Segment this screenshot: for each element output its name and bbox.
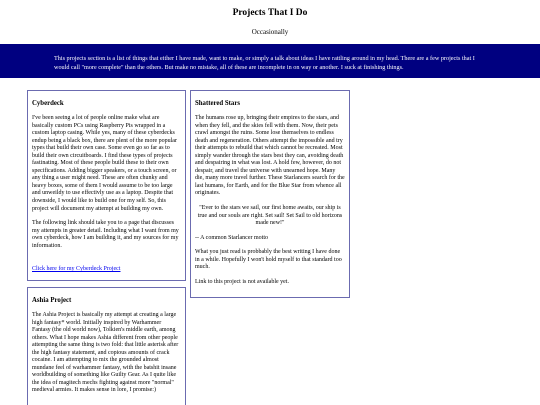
card-title: Ashia Project: [32, 297, 72, 304]
card-quote: "Ever to the stars we sail, our first home awaits, our ship is true and our souls are right. Set sail! Set Sail to old horizons made new!": [197, 205, 343, 227]
card-paragraph: The following link should take you to a page that discusses my attempts in greater detail. Including what I want from my own cyberdeck, how I am building it, and my sources for my information.: [32, 220, 179, 249]
card-paragraph: Link to this project is not available yet.: [195, 278, 289, 285]
card-title: Cyberdeck: [32, 100, 64, 107]
card-paragraph: What you just read is probbably the best writing I have done in a while. Hopefully I won't hold myself to that standard too much.: [195, 249, 342, 271]
intro-text: This projects section is a list of things that either I have made, want to make, or simply a talk about ideas I have rattling around in my head. There are a few projects that I would call "more complete" than the others. But make no mistake, all of these are incomplete in on way or another. I suck at finishing things.: [54, 55, 475, 71]
project-card-ashia: [27, 287, 186, 405]
cyberdeck-project-link[interactable]: Click here for my Cyberdeck Project: [32, 266, 121, 273]
card-paragraph: I've been seeing a lot of people online make what are basically custom PCs using Raspberry Pis wrapped in a custom laptop casing. While yes, many of these cyberdecks endup being a black box, there are plent of the more popular types that build their own case. Some even go so far as to build their own circuitboards. I find these types of projects fastinating. Most of these people build these to their own specifications. Adding bigger speakers, or a touch screen, or any thing a user might need. These are often chunky and heavy boxes, some of them I would assume to be too large and unweildy to use effectivly use as a laptop. Despite that downside, I would like to build one for my self. So, this project will document my attempt at building my own.: [32, 115, 177, 212]
card-title: Shattered Stars: [195, 100, 240, 107]
project-card-cyberdeck: [27, 90, 186, 281]
intro-banner: [0, 44, 540, 78]
card-paragraph: The Ashia Project is basically my attempt at creating a large high fantasy* world. Initially inspired by Warhammer Fantasy (the old world now), Tolkien's middle earth, among others. What I hope makes Ashia different from other people attempting the same thing is two fold: that little asterisk after the high fantasy statement, and copious amounts of crack cocaine. I am attempting to mix the grounded almost mundane feel of warhammer fantasy, with the batshit insane worldbuilding of something like Guilty Gear. As I quite like the idea of magitech mechs fighting against more "normal" medieval armies. It makes sense in lore, I promise:): [32, 312, 179, 394]
card-paragraph: The humans rose up, bringing their empires to the stars, and when they fell, and the skies fell with them. Now, their pets crawl amongst the ruins. Some lose themselves to endless death and regeneration. Others attempt the impossible and try their attempts to rebuild that which cannot be recreated. Most simply wander through the stars best they can, avoiding death and despairing in what was lost. A hold few, however, do not despair, and travel the universe with unearned hope. Many die, many more travel further. These Starlancers search for the last humans, for Earth, and for the Blue Star from whence all originates.: [195, 115, 345, 197]
page-subtitle: Occasionally: [251, 28, 289, 36]
card-quote-attribution: -- A common Starlancer motto: [195, 234, 268, 241]
project-card-shattered-stars: [190, 90, 350, 298]
page-title: Projects That I Do: [232, 8, 308, 18]
